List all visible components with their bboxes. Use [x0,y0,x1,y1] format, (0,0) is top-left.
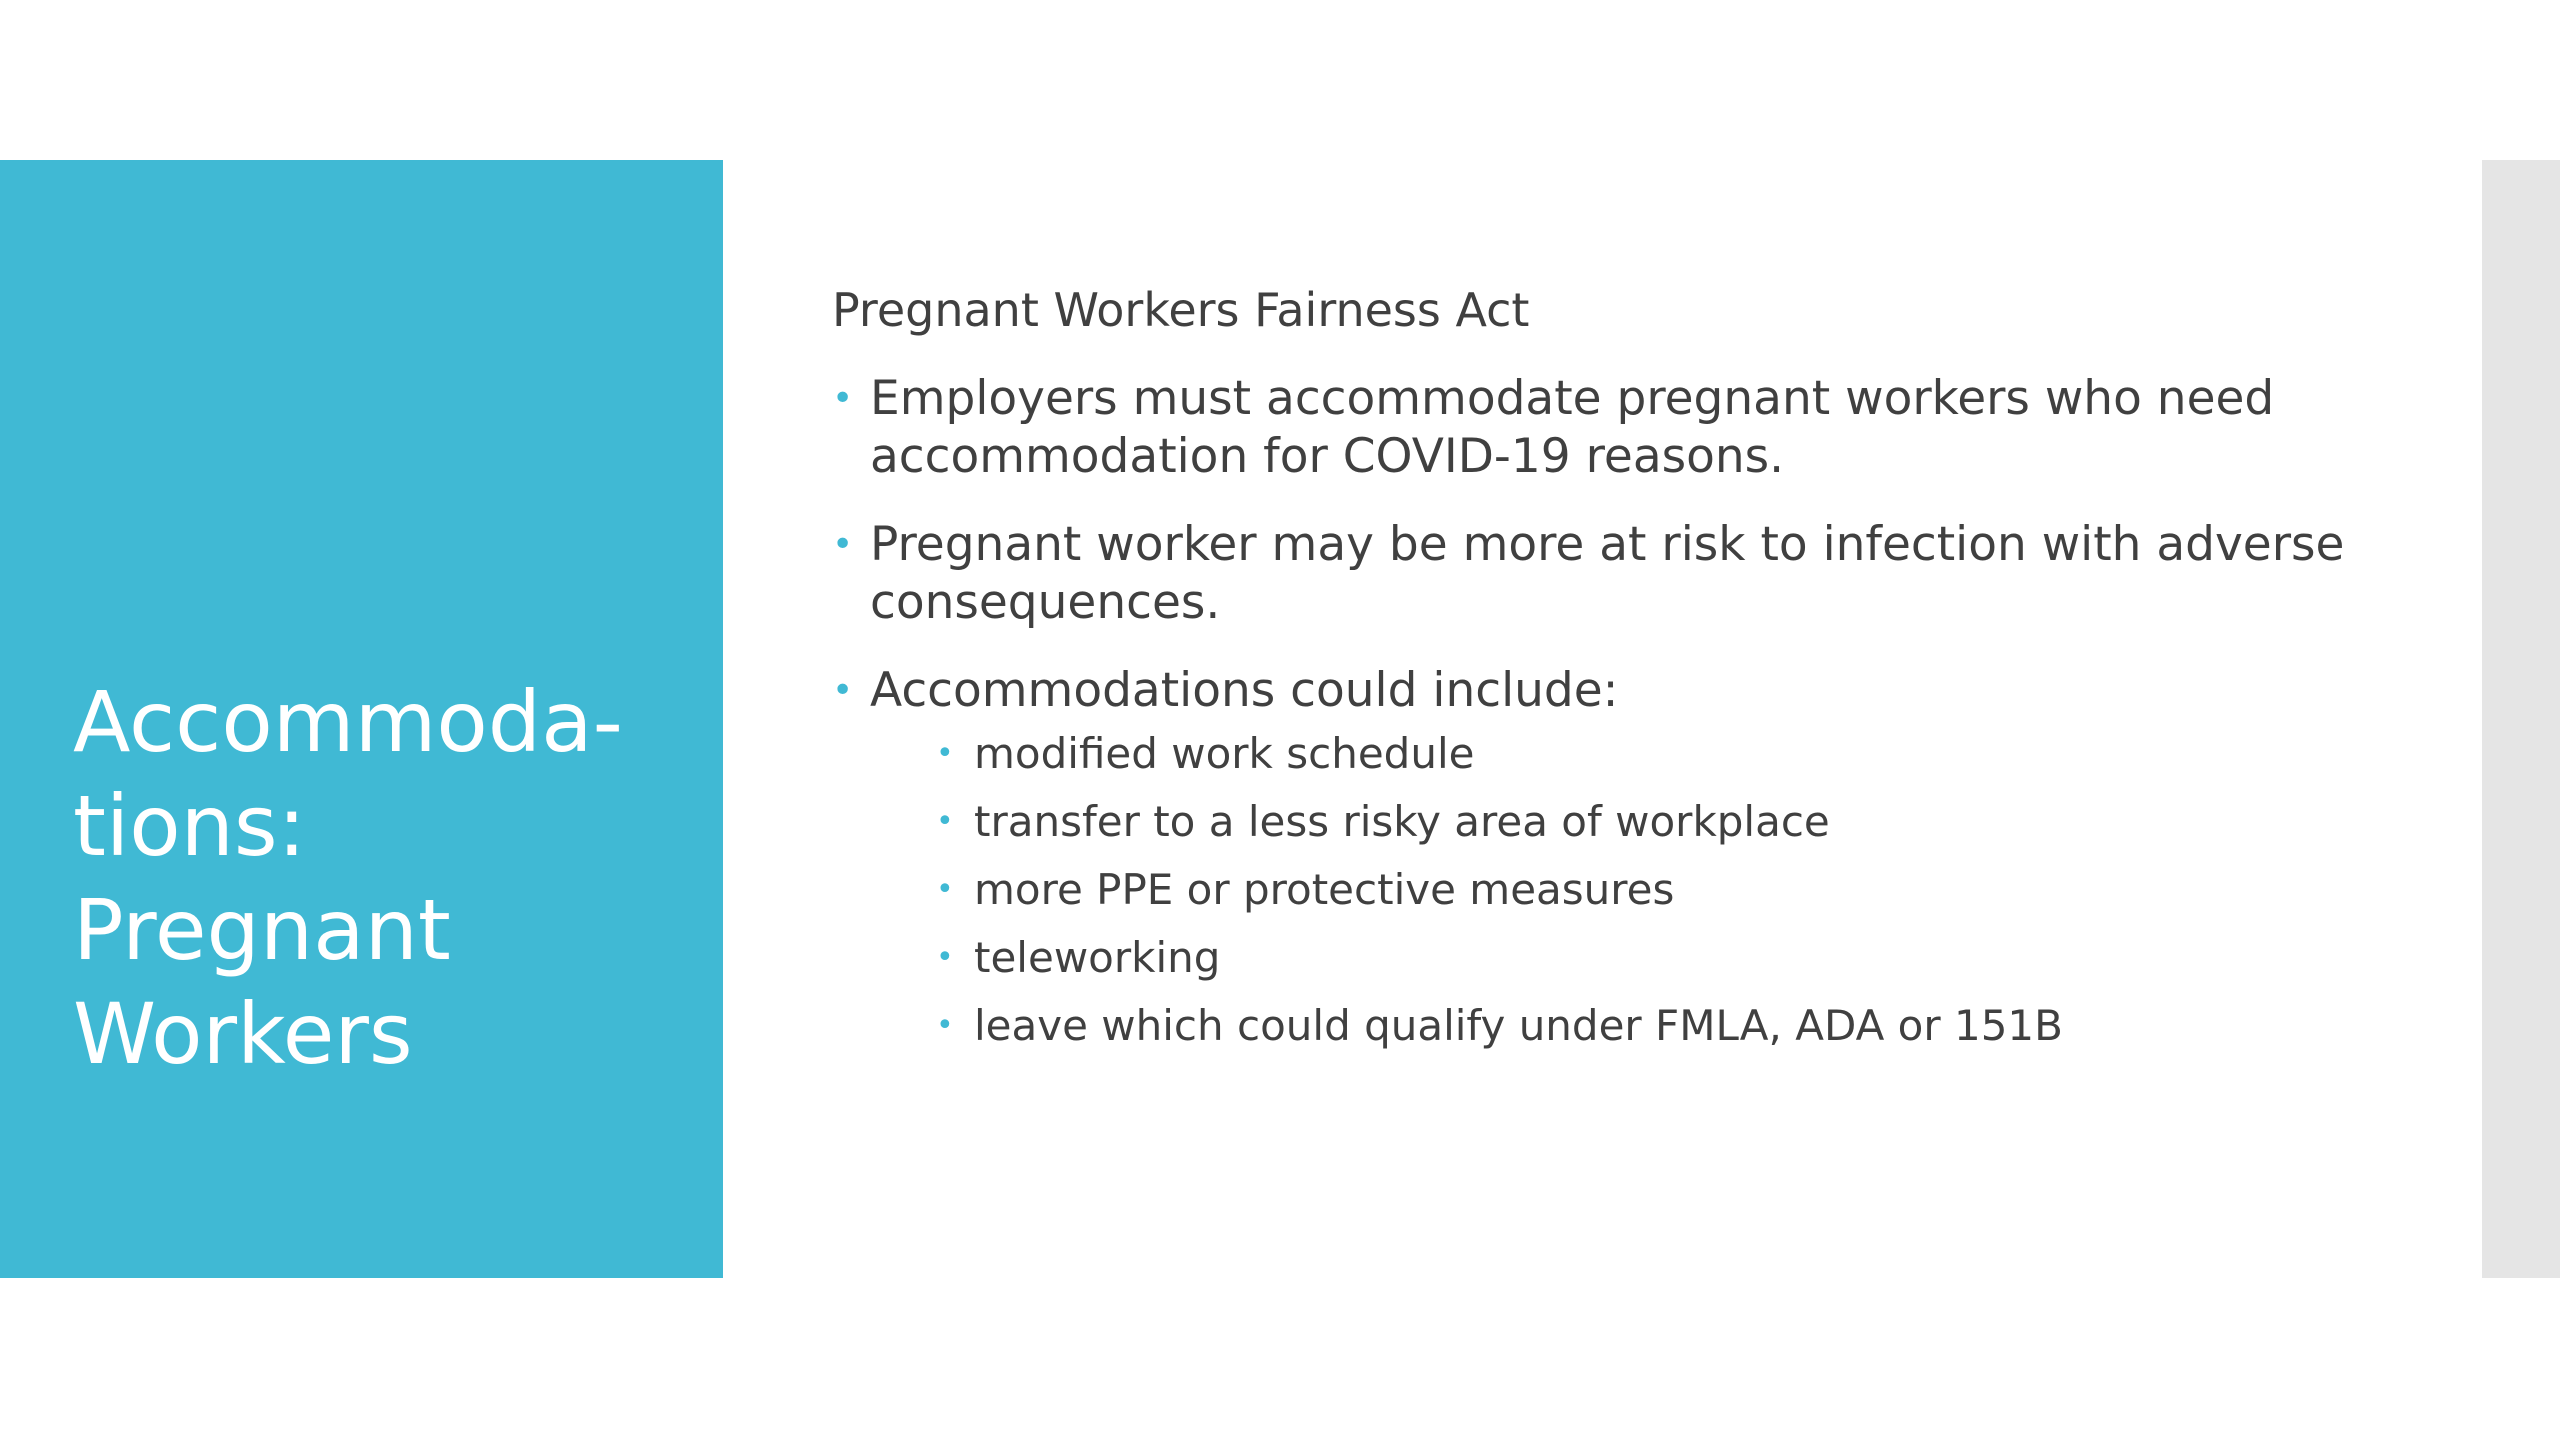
sub-bullet-text: modified work schedule [974,729,1475,778]
sub-bullet-text: leave which could qualify under FMLA, ADA or 151B [974,1001,2063,1050]
bullet-icon: • [936,940,954,975]
bullet-icon: • [936,1008,954,1043]
bullet-icon: • [936,736,954,771]
bullet-icon: • [832,524,854,565]
slide-title [73,670,693,1086]
sub-bullet-list [936,726,2392,1054]
bullet-icon: • [936,872,954,907]
bullet-icon: • [832,670,854,711]
sub-list-item [936,862,2392,918]
title-line: Accommoda- [73,673,623,771]
bullet-list [832,370,2392,1054]
bullet-icon: • [832,378,854,419]
sub-bullet-text: teleworking [974,933,1221,982]
title-line: tions: [73,777,306,875]
title-line: Pregnant [73,881,451,979]
bullet-text: Employers must accommodate pregnant workers who need accommodation for COVID-19 reasons. [870,371,2275,484]
content-area [832,280,2392,1084]
sub-bullet-text: transfer to a less risky area of workplace [974,797,1830,846]
sub-bullet-text: more PPE or protective measures [974,865,1675,914]
side-accent-bar [2482,160,2560,1278]
list-item [832,662,2392,1054]
content-heading: Pregnant Workers Fairness Act [832,283,1530,337]
bullet-text: Accommodations could include: [870,663,1619,718]
bullet-text: Pregnant worker may be more at risk to infection with adverse consequences. [870,517,2345,630]
title-line: Workers [73,985,413,1083]
sub-list-item [936,930,2392,986]
title-panel [0,160,723,1278]
list-item [832,516,2392,632]
list-item [832,370,2392,486]
bullet-icon: • [936,804,954,839]
sub-list-item [936,998,2392,1054]
sub-list-item [936,726,2392,782]
sub-list-item [936,794,2392,850]
